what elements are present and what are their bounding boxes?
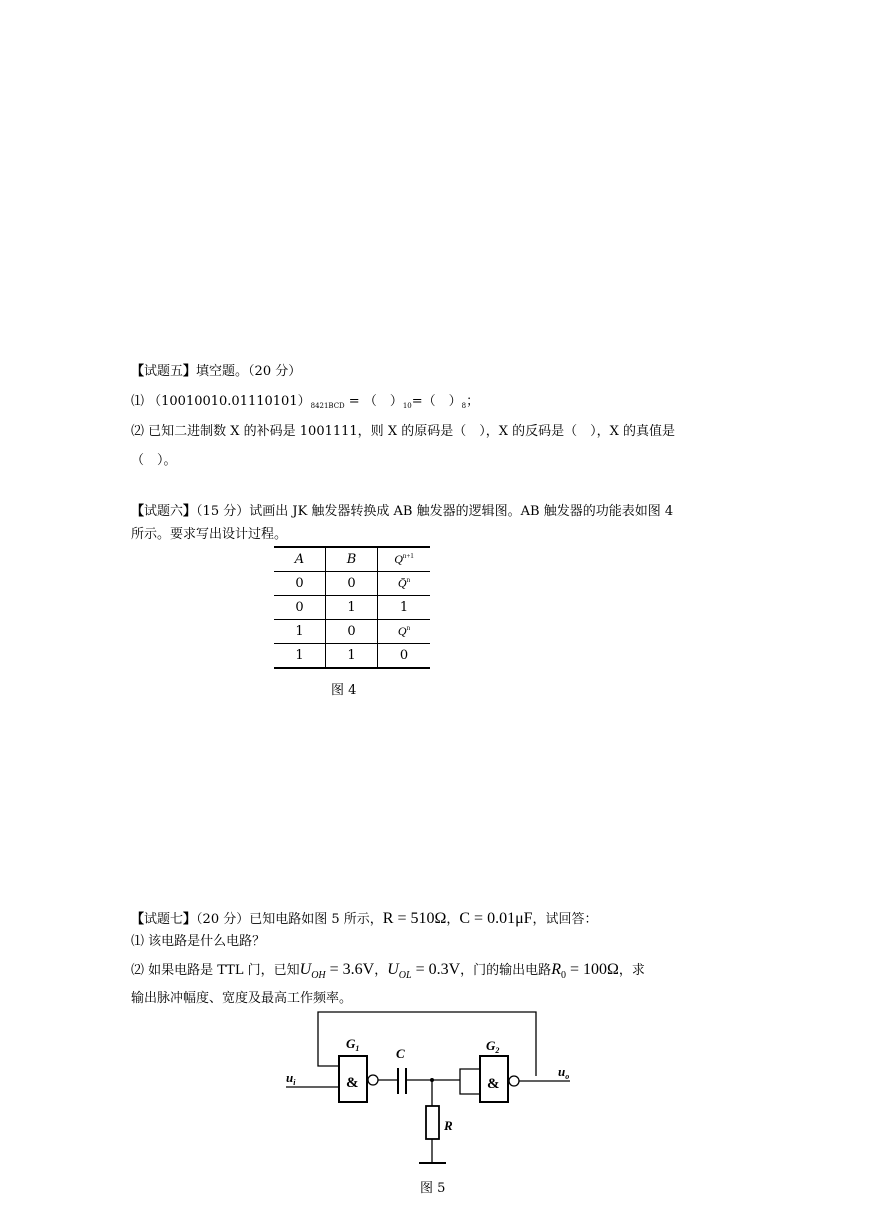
q5-item1-mid: = （ ） — [344, 394, 403, 409]
cell-q: Q̄$^n$ — [378, 572, 431, 596]
q7-heading-bracket-left: 【 — [131, 912, 145, 927]
r0-value: = 100Ω — [565, 961, 619, 978]
q5-heading-title: 试题五 — [144, 364, 184, 379]
header-b: B — [326, 547, 378, 572]
cell-a: 1 — [274, 644, 326, 669]
cell-a: 0 — [274, 572, 326, 596]
uoh-symbol: U — [299, 961, 312, 978]
resistor-label: R — [444, 1118, 453, 1133]
g2-label: $G_2$ — [486, 1038, 500, 1055]
q5-item1-end: ； — [466, 394, 480, 409]
cell-b: 1 — [326, 596, 378, 620]
g2-tied-inputs — [460, 1069, 480, 1094]
header-a: A — [274, 547, 326, 572]
q5-heading-bracket-left: 【 — [131, 364, 145, 379]
cell-q: 0 — [378, 644, 431, 669]
g1-label: $G_1$ — [346, 1036, 360, 1053]
q7-line-3: 输出脉冲幅度、宽度及最高工作频率。 — [131, 991, 353, 1006]
uoh-value: = 3.6V — [325, 961, 375, 978]
uol-symbol: U — [387, 961, 399, 978]
capacitance-value: C = 0.01μF — [459, 910, 533, 927]
q5-item1-bcd-sub: 8421BCD — [310, 402, 345, 410]
q6-heading-title: 试题六 — [144, 504, 184, 519]
cell-b: 0 — [326, 620, 378, 644]
q5-item1-prefix: ⑴ （10010010.01110101） — [131, 394, 311, 409]
g2-and-symbol: & — [487, 1076, 500, 1092]
header-q: $Q^{n+1}$ — [378, 547, 431, 572]
cell-a: 1 — [274, 620, 326, 644]
uoh-sub: OH — [311, 970, 326, 981]
figure-5-caption: 图 5 — [420, 1181, 446, 1196]
r0-symbol: R — [551, 961, 561, 978]
uol-value: = 0.3V — [411, 961, 461, 978]
q5-heading-text: 填空题。（20 分） — [196, 364, 302, 379]
q5-heading-bracket-right: 】 — [183, 364, 197, 379]
q6-heading-bracket-right: 】 — [183, 504, 197, 519]
q7-item-1: ⑴ 该电路是什么电路？ — [131, 934, 266, 949]
q7-item2-c: ，求 — [618, 963, 645, 978]
q7-heading-text: （20 分）已知电路如图 5 所示， — [196, 912, 383, 927]
q7-heading-end: ，试回答： — [532, 912, 598, 927]
q7-heading-bracket-right: 】 — [183, 912, 197, 927]
cell-q: $Q^n$ — [378, 620, 431, 644]
g2-inversion-bubble — [509, 1076, 519, 1086]
output-label-uo: $u_o$ — [558, 1064, 570, 1081]
q7-item2-a: ⑵ 如果电路是 TTL 门，已知 — [131, 963, 300, 978]
r0-sub: 0 — [560, 970, 566, 981]
cell-a: 0 — [274, 596, 326, 620]
q6-line-2: 所示。要求写出设计过程。 — [131, 527, 288, 542]
q7-heading-title: 试题七 — [144, 912, 184, 927]
junction-dot — [430, 1078, 434, 1082]
resistance-value: R = 510Ω — [382, 910, 447, 927]
q6-heading-text: （15 分）试画出 JK 触发器转换成 AB 触发器的逻辑图。AB 触发器的功能表如图 4 — [196, 504, 674, 519]
g1-and-symbol: & — [346, 1075, 359, 1091]
q7-comma-1: ， — [374, 963, 388, 978]
cell-q: 1 — [378, 596, 431, 620]
q5-item1-mid2: =（ ） — [411, 394, 462, 409]
uol-sub: OL — [398, 970, 412, 981]
figure-4-caption: 图 4 — [331, 683, 357, 698]
capacitor-label: C — [396, 1046, 405, 1061]
g1-inversion-bubble — [368, 1075, 378, 1085]
q5-item-2-cont: （ ）。 — [131, 453, 177, 468]
resistor-r — [426, 1106, 439, 1139]
q7-item2-b: ，门的输出电路 — [460, 963, 552, 978]
q5-item1-sub8: 8 — [461, 402, 467, 410]
cell-b: 0 — [326, 572, 378, 596]
input-label-ui: $u_i$ — [286, 1070, 296, 1087]
q5-item-2: ⑵ 已知二进制数 X 的补码是 1001111，则 X 的原码是（ ），X 的反码是（ ），X 的真值是 — [131, 424, 675, 439]
q5-item1-sub10: 10 — [402, 402, 412, 410]
q6-heading-bracket-left: 【 — [131, 504, 145, 519]
q7-sep: ， — [446, 912, 460, 927]
cell-b: 1 — [326, 644, 378, 669]
